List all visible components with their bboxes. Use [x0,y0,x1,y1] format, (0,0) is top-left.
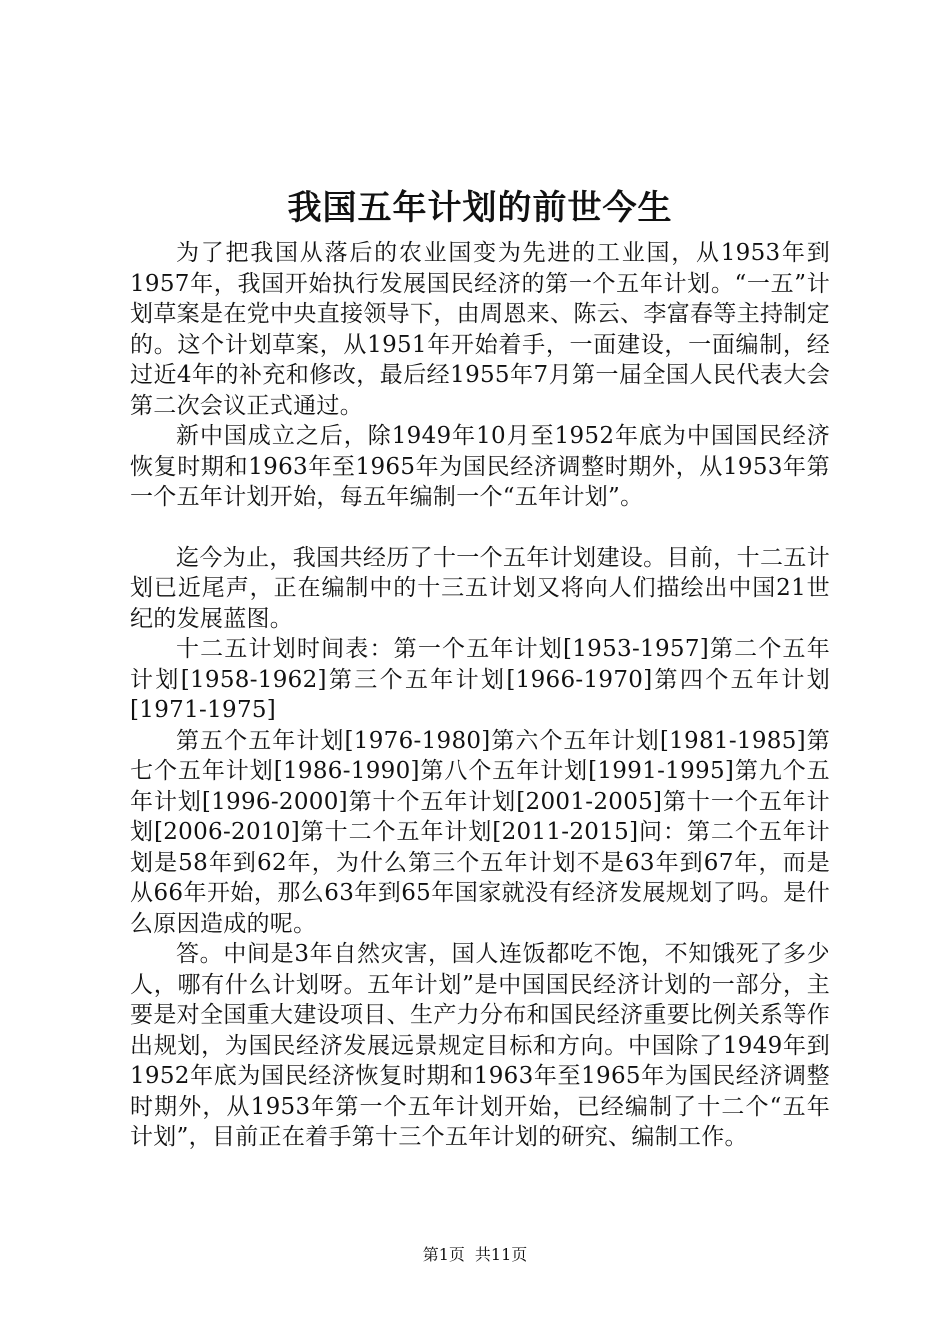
paragraph: 第五个五年计划[1976-1980]第六个五年计划[1981-1985]第七个五年计划[1986-1990]第八个五年计划[1991-1995]第九个五年计划[1996-2000]第十个五年计划[2001-2005]第十一个五年计划[2006-2010]第十二个五年计划[2011-2015]问：第二个五年计划是58年到62年，为什么第三个五年计划不是63年到67年，而是从66年开始，那么63年到65年国家就没有经济发展规划了吗。是什么原因造成的呢。 [130,727,830,937]
page-footer [0,1243,950,1267]
page-number: 第1页 [422,1245,465,1264]
paragraph: 答。中间是3年自然灾害，国人连饭都吃不饱，不知饿死了多少人，哪有什么计划呀。五年计划”是中国国民经济计划的一部分，主要是对全国重大建设项目、生产力分布和国民经济重要比例关系等作出规划，为国民经济发展远景规定目标和方向。中国除了1949年到1952年底为国民经济恢复时期和1963年至1965年为国民经济调整时期外，从1953年第一个五年计划开始，已经编制了十二个“五年计划”，目前正在着手第十三个五年计划的研究、编制工作。 [130,941,830,1150]
paragraph-spacer [130,513,830,543]
document-title: 我国五年计划的前世今生 [287,188,673,228]
paragraph: 新中国成立之后，除1949年10月至1952年底为中国国民经济恢复时期和1963年至1965年为国民经济调整时期外，从1953年第一个五年计划开始，每五年编制一个“五年计划”。 [130,423,830,510]
paragraph: 十二五计划时间表：第一个五年计划[1953-1957]第二个五年计划[1958-1962]第三个五年计划[1966-1970]第四个五年计划[1971-1975] [130,636,830,723]
page-total: 共11页 [474,1245,528,1264]
paragraph: 迄今为止，我国共经历了十一个五年计划建设。目前，十二五计划已近尾声，正在编制中的十三五计划又将向人们描绘出中国21世纪的发展蓝图。 [130,544,830,632]
paragraph: 为了把我国从落后的农业国变为先进的工业国，从1953年到1957年，我国开始执行发展国民经济的第一个五年计划。“一五”计划草案是在党中央直接领导下，由周恩来、陈云、李富春等主持制定的。这个计划草案，从1951年开始着手，一面建设，一面编制，经过近4年的补充和修改，最后经1955年7月第一届全国人民代表大会第二次会议正式通过。 [130,240,830,419]
document-body [130,180,830,1153]
